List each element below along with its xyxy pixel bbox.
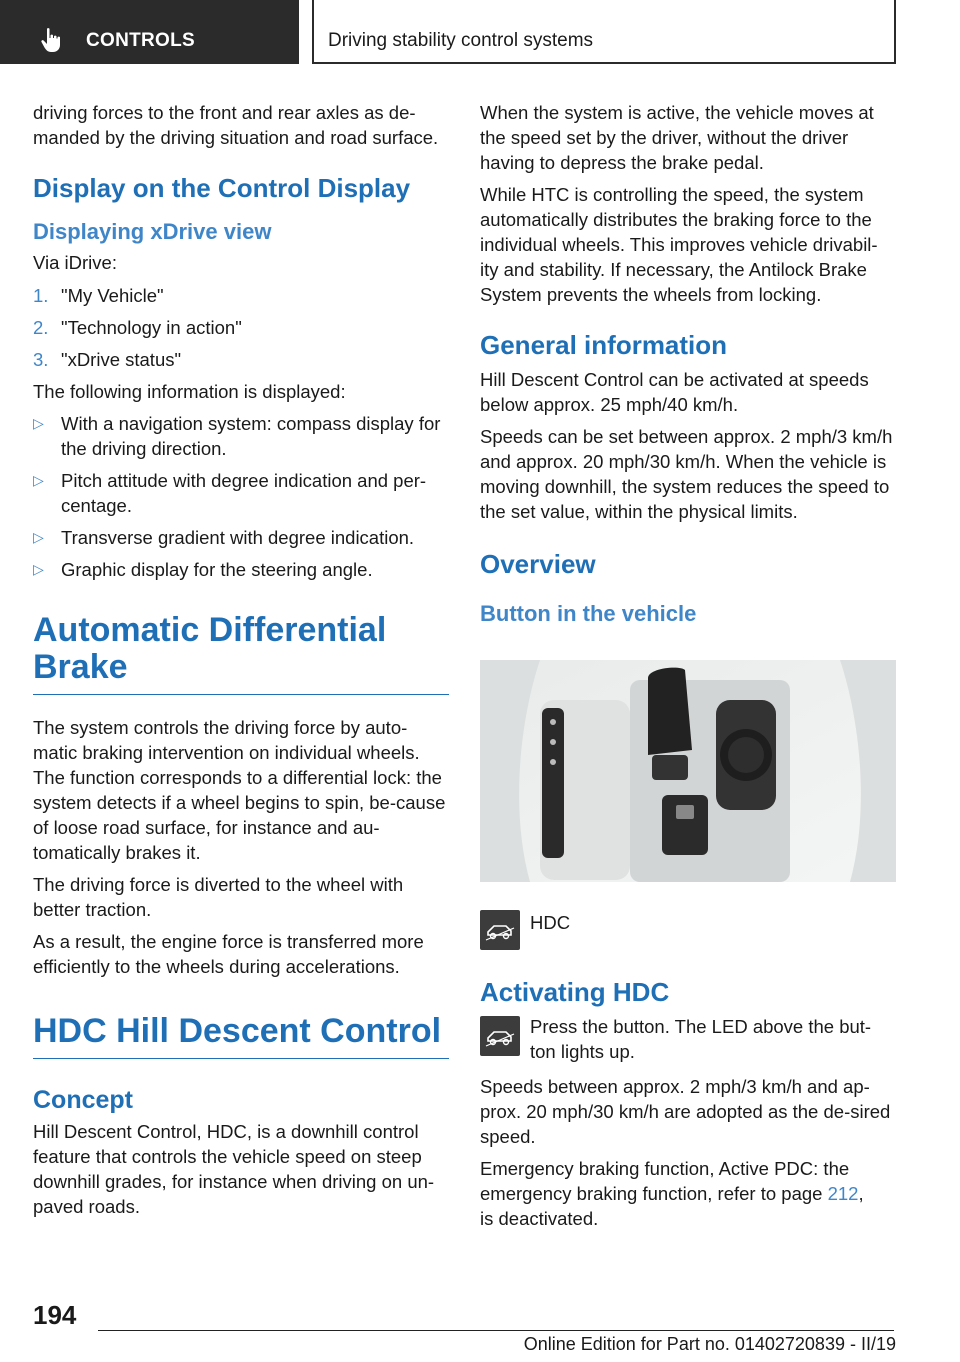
heading-automatic-differential-brake: Automatic Differential Brake	[33, 612, 449, 695]
heading-overview: Overview	[480, 549, 596, 579]
step-text: "xDrive status"	[61, 349, 182, 370]
emergency-braking-text: Emergency braking function, Active PDC: the emergency braking function, refer to page	[480, 1158, 850, 1204]
step-number: 2.	[33, 317, 49, 338]
bullet-text: Graphic display for the steering angle.	[61, 559, 373, 580]
list-item	[33, 557, 449, 582]
heading-displaying-xdrive-view: Displaying xDrive view	[33, 219, 272, 244]
concept-paragraph: Hill Descent Control, HDC, is a downhill control feature that controls the vehicle speed on steep downhill grades, for instance when driving on un-paved roads.	[33, 1121, 435, 1217]
triangle-bullet-icon: ▷	[33, 415, 44, 431]
triangle-bullet-icon: ▷	[33, 529, 44, 545]
hdc-icon-row	[480, 908, 896, 950]
list-item	[33, 347, 449, 372]
right-column	[480, 100, 896, 1238]
general-paragraph-1: Hill Descent Control can be activated at speeds below approx. 25 mph/40 km/h.	[480, 369, 869, 415]
step-number: 1.	[33, 285, 49, 306]
intro-paragraph: driving forces to the front and rear axles as de-manded by the driving situation and road surface.	[33, 102, 439, 148]
chapter-tab[interactable]	[0, 0, 299, 64]
list-item	[33, 468, 449, 518]
adb-paragraph-2: The driving force is diverted to the wheel with better traction.	[33, 874, 404, 920]
list-item	[33, 315, 449, 340]
section-title: Driving stability control systems	[328, 30, 594, 51]
page-reference-link[interactable]: 212	[827, 1183, 859, 1204]
hand-pointer-icon	[40, 27, 64, 53]
chapter-tab-label: CONTROLS	[86, 30, 196, 51]
center-console-photo	[480, 660, 896, 882]
emergency-braking-end: is deactivated.	[480, 1208, 599, 1229]
hdc-braking-paragraph: While HTC is controlling the speed, the system automatically distributes the braking force to the individual wheels. This improves vehicle drivabil-ity and stability. If necessary, the Antilock Brake System prevents the wheels from locking.	[480, 184, 878, 305]
list-item	[33, 525, 449, 550]
step-text: "Technology in action"	[61, 317, 242, 338]
list-item	[33, 411, 449, 461]
step-number: 3.	[33, 349, 49, 370]
hdc-icon-label: HDC	[530, 912, 571, 933]
heading-concept: Concept	[33, 1086, 133, 1114]
bullet-text: Pitch attitude with degree indication and per-centage.	[61, 470, 427, 516]
edition-footer-text: Online Edition for Part no. 01402720839 - II/19	[523, 1334, 896, 1354]
bullet-text: Transverse gradient with degree indication.	[61, 527, 415, 548]
info-bullet-list	[33, 411, 449, 582]
bullet-text: With a navigation system: compass display for the driving direction.	[61, 413, 441, 459]
footer-divider	[98, 1330, 894, 1331]
heading-display-control-display: Display on the Control Display	[33, 173, 411, 203]
activate-instruction-text: Press the button. The LED above the but-ton lights up.	[530, 1016, 872, 1062]
emergency-braking-comma: ,	[858, 1183, 864, 1204]
adb-paragraph-1: The system controls the driving force by auto-matic braking intervention on individual wheels. The function corresponds to a differential lock: the system detects if a wheel begins to spin, be-cause of loose road surface, for instance and au-tomatically brakes it.	[33, 717, 446, 863]
hdc-button-icon	[480, 1016, 520, 1056]
hdc-active-paragraph: When the system is active, the vehicle moves at the speed set by the driver, without the driver having to depress the brake pedal.	[480, 102, 874, 173]
heading-general-information: General information	[480, 330, 728, 360]
list-item	[33, 283, 449, 308]
via-idrive-text: Via iDrive:	[33, 252, 117, 273]
adb-paragraph-3: As a result, the engine force is transferred more efficiently to the wheels during accelerations.	[33, 931, 424, 977]
heading-button-in-vehicle: Button in the vehicle	[480, 601, 697, 626]
general-paragraph-2: Speeds can be set between approx. 2 mph/3 km/h and approx. 20 mph/30 km/h. When the vehicle is moving downhill, the system reduces the speed to the set value, within the physical limits.	[480, 426, 893, 522]
left-column	[33, 100, 449, 1226]
section-header	[312, 0, 896, 64]
activate-instruction-row	[480, 1014, 896, 1064]
emergency-braking-paragraph	[480, 1156, 896, 1231]
info-intro-text: The following information is displayed:	[33, 381, 346, 402]
triangle-bullet-icon: ▷	[33, 472, 44, 488]
page-number: 194	[33, 1300, 77, 1330]
hdc-car-downhill-icon	[480, 910, 520, 950]
step-text: "My Vehicle"	[61, 285, 164, 306]
triangle-bullet-icon: ▷	[33, 561, 44, 577]
heading-activating-hdc: Activating HDC	[480, 977, 670, 1007]
heading-hdc-hill-descent-control: HDC Hill Descent Control	[33, 1013, 449, 1059]
activate-speeds-paragraph: Speeds between approx. 2 mph/3 km/h and ap-prox. 20 mph/30 km/h are adopted as the de-sired speed.	[480, 1076, 891, 1147]
idrive-steps-list	[33, 283, 449, 372]
